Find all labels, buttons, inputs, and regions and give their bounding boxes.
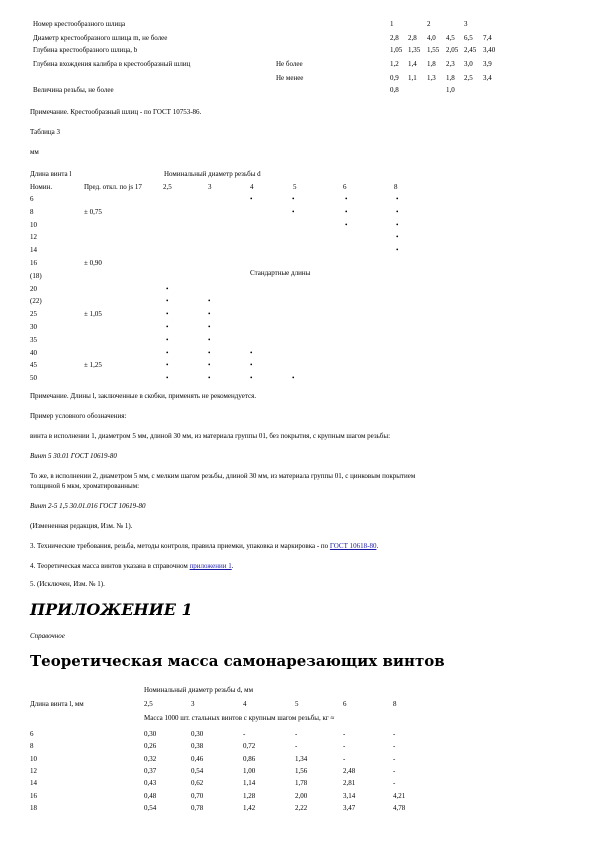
cell-value: 3,40 — [483, 46, 496, 54]
tolerance-cell: ± 1,25 — [84, 361, 102, 370]
availability-mark: • — [396, 220, 399, 229]
cell-value: 2,05 — [446, 46, 459, 54]
cell-value: 2 — [427, 20, 431, 28]
header-diameter: 4 — [250, 183, 254, 191]
length-cell: 16 — [30, 259, 37, 267]
cell-value: 1 — [390, 20, 394, 28]
mass-cell: 0,62 — [191, 779, 204, 788]
availability-mark: • — [208, 348, 211, 357]
table-row — [0, 246, 595, 256]
availability-mark: • — [250, 195, 253, 203]
example-text: То же, в исполнении 2, диаметром 5 мм, с мелким шагом резьбы, длиной 30 мм, из материала группы 01, с цинковым покрытием — [30, 472, 416, 480]
row-label: Глубина крестообразного шлица, b — [33, 46, 138, 54]
table-unit: мм — [30, 148, 39, 156]
mass-cell: 0,78 — [191, 803, 204, 812]
mass-cell: 2,81 — [343, 779, 356, 788]
cell-value: 2,45 — [464, 46, 477, 54]
availability-mark: • — [396, 233, 399, 242]
mass-cell: 0,26 — [144, 742, 157, 751]
table-title: Таблица 3 — [30, 128, 60, 136]
mass-cell: - — [343, 742, 346, 751]
length-cell: 6 — [30, 195, 34, 203]
availability-mark: • — [166, 323, 169, 331]
clause-text: 4. Теоретическая масса винтов указана в справочном — [30, 562, 188, 570]
cell-value: 7,4 — [483, 34, 492, 42]
mass-cell: - — [343, 730, 346, 738]
table-row — [0, 195, 595, 205]
length-cell: 40 — [30, 348, 37, 357]
appendix-title: ПРИЛОЖЕНИЕ 1 — [30, 600, 193, 619]
table-row — [0, 336, 595, 346]
cell-value: 1,0 — [446, 86, 455, 94]
mass-cell: 1,34 — [295, 754, 308, 763]
period: . — [376, 542, 379, 550]
table-row — [0, 285, 595, 295]
length-cell: 16 — [30, 791, 37, 800]
header-diameter: 8 — [394, 183, 398, 191]
availability-mark: • — [292, 374, 295, 383]
availability-mark: • — [208, 374, 211, 383]
availability-mark: • — [292, 195, 295, 203]
length-cell: (18) — [30, 271, 42, 280]
mass-cell: - — [243, 730, 246, 738]
header-nominal: Номинальный диаметр резьбы d — [164, 170, 261, 178]
availability-mark: • — [208, 310, 211, 319]
table-row — [0, 297, 595, 307]
cell-value: 2,5 — [464, 74, 473, 82]
table-row — [0, 374, 595, 384]
mass-cell: - — [295, 730, 298, 738]
cell-value: 4,5 — [446, 34, 455, 42]
note-slot: Примечание. Крестообразный шлиц - по ГОСТ 10753-86. — [30, 108, 202, 116]
mass-cell: 0,70 — [191, 791, 204, 800]
mass-cell: - — [393, 754, 396, 763]
length-cell: 18 — [30, 803, 37, 812]
mass-title: Теоретическая масса самонарезающих винтов — [30, 652, 445, 670]
availability-mark: • — [166, 284, 169, 293]
tolerance-cell: ± 1,05 — [84, 310, 102, 319]
appendix-subtitle: Справочное — [30, 632, 65, 640]
subheader-mass: Масса 1000 шт. стальных винтов с крупным шагом резьбы, кг ≈ — [144, 714, 335, 722]
table-slot-parameters — [0, 0, 595, 95]
availability-mark: • — [250, 348, 253, 357]
length-cell: 25 — [30, 310, 37, 319]
availability-mark: • — [208, 335, 211, 344]
availability-mark: • — [345, 220, 348, 229]
cell-value: 1,4 — [408, 60, 417, 68]
table-row — [0, 46, 595, 56]
table-row — [0, 272, 595, 282]
note-lengths: Примечание. Длины l, заключенные в скобки, применять не рекомендуется. — [30, 392, 257, 400]
cell-value: 1,3 — [427, 74, 436, 82]
mass-cell: 4,21 — [393, 791, 406, 800]
cell-value: 3 — [464, 20, 468, 28]
mass-cell: 1,00 — [243, 766, 256, 775]
example-title: Пример условного обозначения: — [30, 412, 127, 420]
availability-mark: • — [345, 207, 348, 216]
table-mass — [0, 686, 595, 816]
clause-3 — [30, 542, 378, 550]
mass-cell: 0,72 — [243, 742, 256, 751]
mass-cell: - — [295, 742, 298, 751]
cell-value: 3,0 — [464, 60, 473, 68]
tolerance-cell: ± 0,75 — [84, 207, 102, 216]
length-cell: 20 — [30, 284, 37, 293]
length-cell: 45 — [30, 361, 37, 370]
availability-mark: • — [250, 361, 253, 370]
cell-value: 3,4 — [483, 74, 492, 82]
appendix-link[interactable]: приложении 1 — [189, 562, 232, 570]
cell-value: 2,8 — [408, 34, 417, 42]
mass-cell: 1,28 — [243, 791, 256, 800]
length-cell: 6 — [30, 730, 34, 738]
example-text: винта в исполнении 1, диаметром 5 мм, длиной 30 мм, из материала группы 01, без покрытия, с крупным шагом резьбы: — [30, 432, 391, 440]
mass-cell: 2,48 — [343, 766, 356, 775]
cell-value: 0,9 — [390, 74, 399, 82]
mass-cell: 1,14 — [243, 779, 256, 788]
header-diameter: 3 — [208, 183, 212, 191]
table-row — [0, 259, 595, 269]
table-row — [0, 742, 595, 752]
table-row — [0, 323, 595, 333]
table-row — [0, 310, 595, 320]
table-row — [0, 86, 595, 96]
example-text: толщиной 6 мкм, хроматированным: — [30, 482, 140, 490]
header-diameter: 5 — [293, 183, 297, 191]
header-diameter: 2,5 — [144, 700, 153, 708]
mass-cell: 0,30 — [191, 730, 204, 738]
designation: Винт 5 30.01 ГОСТ 10619-80 — [30, 452, 117, 460]
cell-value: 1,05 — [390, 46, 403, 54]
availability-mark: • — [396, 195, 399, 203]
length-cell: 50 — [30, 374, 37, 383]
mass-cell: 0,43 — [144, 779, 157, 788]
clause-4 — [30, 562, 233, 570]
table-row — [0, 221, 595, 231]
table-row — [0, 34, 595, 44]
mass-cell: - — [343, 754, 346, 763]
mass-cell: 0,38 — [191, 742, 204, 751]
cell-value: 0,8 — [390, 86, 399, 94]
availability-mark: • — [208, 323, 211, 331]
header-diameter: 8 — [393, 700, 397, 708]
table-row — [0, 767, 595, 777]
mass-cell: 0,30 — [144, 730, 157, 738]
cell-value: 2,8 — [390, 34, 399, 42]
cell-value: 4,0 — [427, 34, 436, 42]
table-row — [0, 74, 595, 84]
header-diameter: 6 — [343, 700, 347, 708]
length-cell: 8 — [30, 207, 34, 216]
row-label: Диаметр крестообразного шлица m, не более — [33, 34, 168, 42]
mass-cell: 2,00 — [295, 791, 308, 800]
header-nominal: Номинальный диаметр резьбы d, мм — [144, 686, 254, 694]
cell-value: 1,35 — [408, 46, 421, 54]
cell-value: 1,55 — [427, 46, 440, 54]
mass-cell: 0,32 — [144, 754, 157, 763]
availability-mark: • — [166, 335, 169, 344]
availability-mark: • — [166, 361, 169, 370]
availability-mark: • — [166, 348, 169, 357]
length-cell: 35 — [30, 335, 37, 344]
table-row — [0, 208, 595, 218]
table-row — [0, 20, 595, 30]
cell-value: 6,5 — [464, 34, 473, 42]
length-cell: 12 — [30, 233, 37, 242]
header-diameter: 2,5 — [163, 183, 172, 191]
mass-cell: 0,86 — [243, 754, 256, 763]
period: . — [231, 562, 234, 570]
availability-mark: • — [208, 361, 211, 370]
mass-cell: 3,14 — [343, 791, 356, 800]
length-cell: 12 — [30, 766, 37, 775]
header-diameter: 4 — [243, 700, 247, 708]
header-diameter: 5 — [295, 700, 299, 708]
cell-value: 2,3 — [446, 60, 455, 68]
tolerance-cell: ± 0,90 — [84, 259, 102, 267]
table-row — [0, 349, 595, 359]
standard-lengths-label: Стандартные длины — [250, 269, 311, 277]
availability-mark: • — [166, 310, 169, 319]
subheader-tol: Пред. откл. по js 17 — [84, 183, 142, 191]
mass-cell: 0,48 — [144, 791, 157, 800]
row-label: Номер крестообразного шлица — [33, 20, 126, 28]
length-cell: 10 — [30, 754, 37, 763]
length-cell: 30 — [30, 323, 37, 331]
table-row — [0, 60, 595, 70]
table-standard-lengths — [0, 168, 595, 383]
availability-mark: • — [208, 297, 211, 306]
availability-mark: • — [396, 207, 399, 216]
row-label: Величина резьбы, не более — [33, 86, 114, 94]
mass-cell: 0,46 — [191, 754, 204, 763]
mass-cell: 4,78 — [393, 803, 406, 812]
clause-text: 3. Технические требования, резьба, методы контроля, правила приемки, упаковка и маркировка - по — [30, 542, 329, 550]
subheader-nom: Номин. — [30, 183, 53, 191]
table-row — [0, 804, 595, 814]
length-cell: (22) — [30, 297, 42, 306]
row-qualifier: Не более — [276, 60, 303, 68]
cell-value: 1,8 — [427, 60, 436, 68]
table-row — [0, 792, 595, 802]
table-row — [0, 779, 595, 789]
table-row — [0, 233, 595, 243]
length-cell: 10 — [30, 220, 37, 229]
availability-mark: • — [396, 246, 399, 255]
mass-cell: 3,47 — [343, 803, 356, 812]
mass-cell: 0,37 — [144, 766, 157, 775]
clause-5: 5. (Исключен, Изм. № 1). — [30, 580, 105, 588]
length-cell: 14 — [30, 246, 37, 255]
mass-cell: 0,54 — [144, 803, 157, 812]
header-diameter: 3 — [191, 700, 195, 708]
mass-cell: - — [393, 766, 396, 775]
mass-cell: - — [393, 779, 396, 788]
availability-mark: • — [345, 195, 348, 203]
header-diameter: 6 — [343, 183, 347, 191]
cell-value: 1,1 — [408, 74, 417, 82]
mass-cell: 2,22 — [295, 803, 308, 812]
table-row — [0, 755, 595, 765]
availability-mark: • — [292, 207, 295, 216]
gost-link[interactable]: ГОСТ 10618-80 — [329, 542, 377, 550]
availability-mark: • — [250, 374, 253, 383]
cell-value: 1,2 — [390, 60, 399, 68]
mass-cell: 1,78 — [295, 779, 308, 788]
mass-cell: 1,56 — [295, 766, 308, 775]
row-label: Глубина вхождения калибра в крестообразный шлиц — [33, 60, 191, 68]
cell-value: 3,9 — [483, 60, 492, 68]
availability-mark: • — [166, 297, 169, 306]
length-cell: 14 — [30, 779, 37, 788]
revision-note: (Измененная редакция, Изм. № 1). — [30, 522, 133, 530]
table-row — [0, 361, 595, 371]
header-length: Длина винта l, мм — [30, 700, 84, 708]
availability-mark: • — [166, 374, 169, 383]
mass-cell: 0,54 — [191, 766, 204, 775]
row-qualifier: Не менее — [276, 74, 304, 82]
table-row — [0, 730, 595, 740]
mass-cell: - — [393, 742, 396, 751]
mass-cell: - — [393, 730, 396, 738]
mass-cell: 1,42 — [243, 803, 256, 812]
designation: Винт 2-5 1,5 30.01.016 ГОСТ 10619-80 — [30, 502, 146, 510]
header-length: Длина винта l — [30, 170, 72, 178]
cell-value: 1,8 — [446, 74, 455, 82]
length-cell: 8 — [30, 742, 34, 751]
